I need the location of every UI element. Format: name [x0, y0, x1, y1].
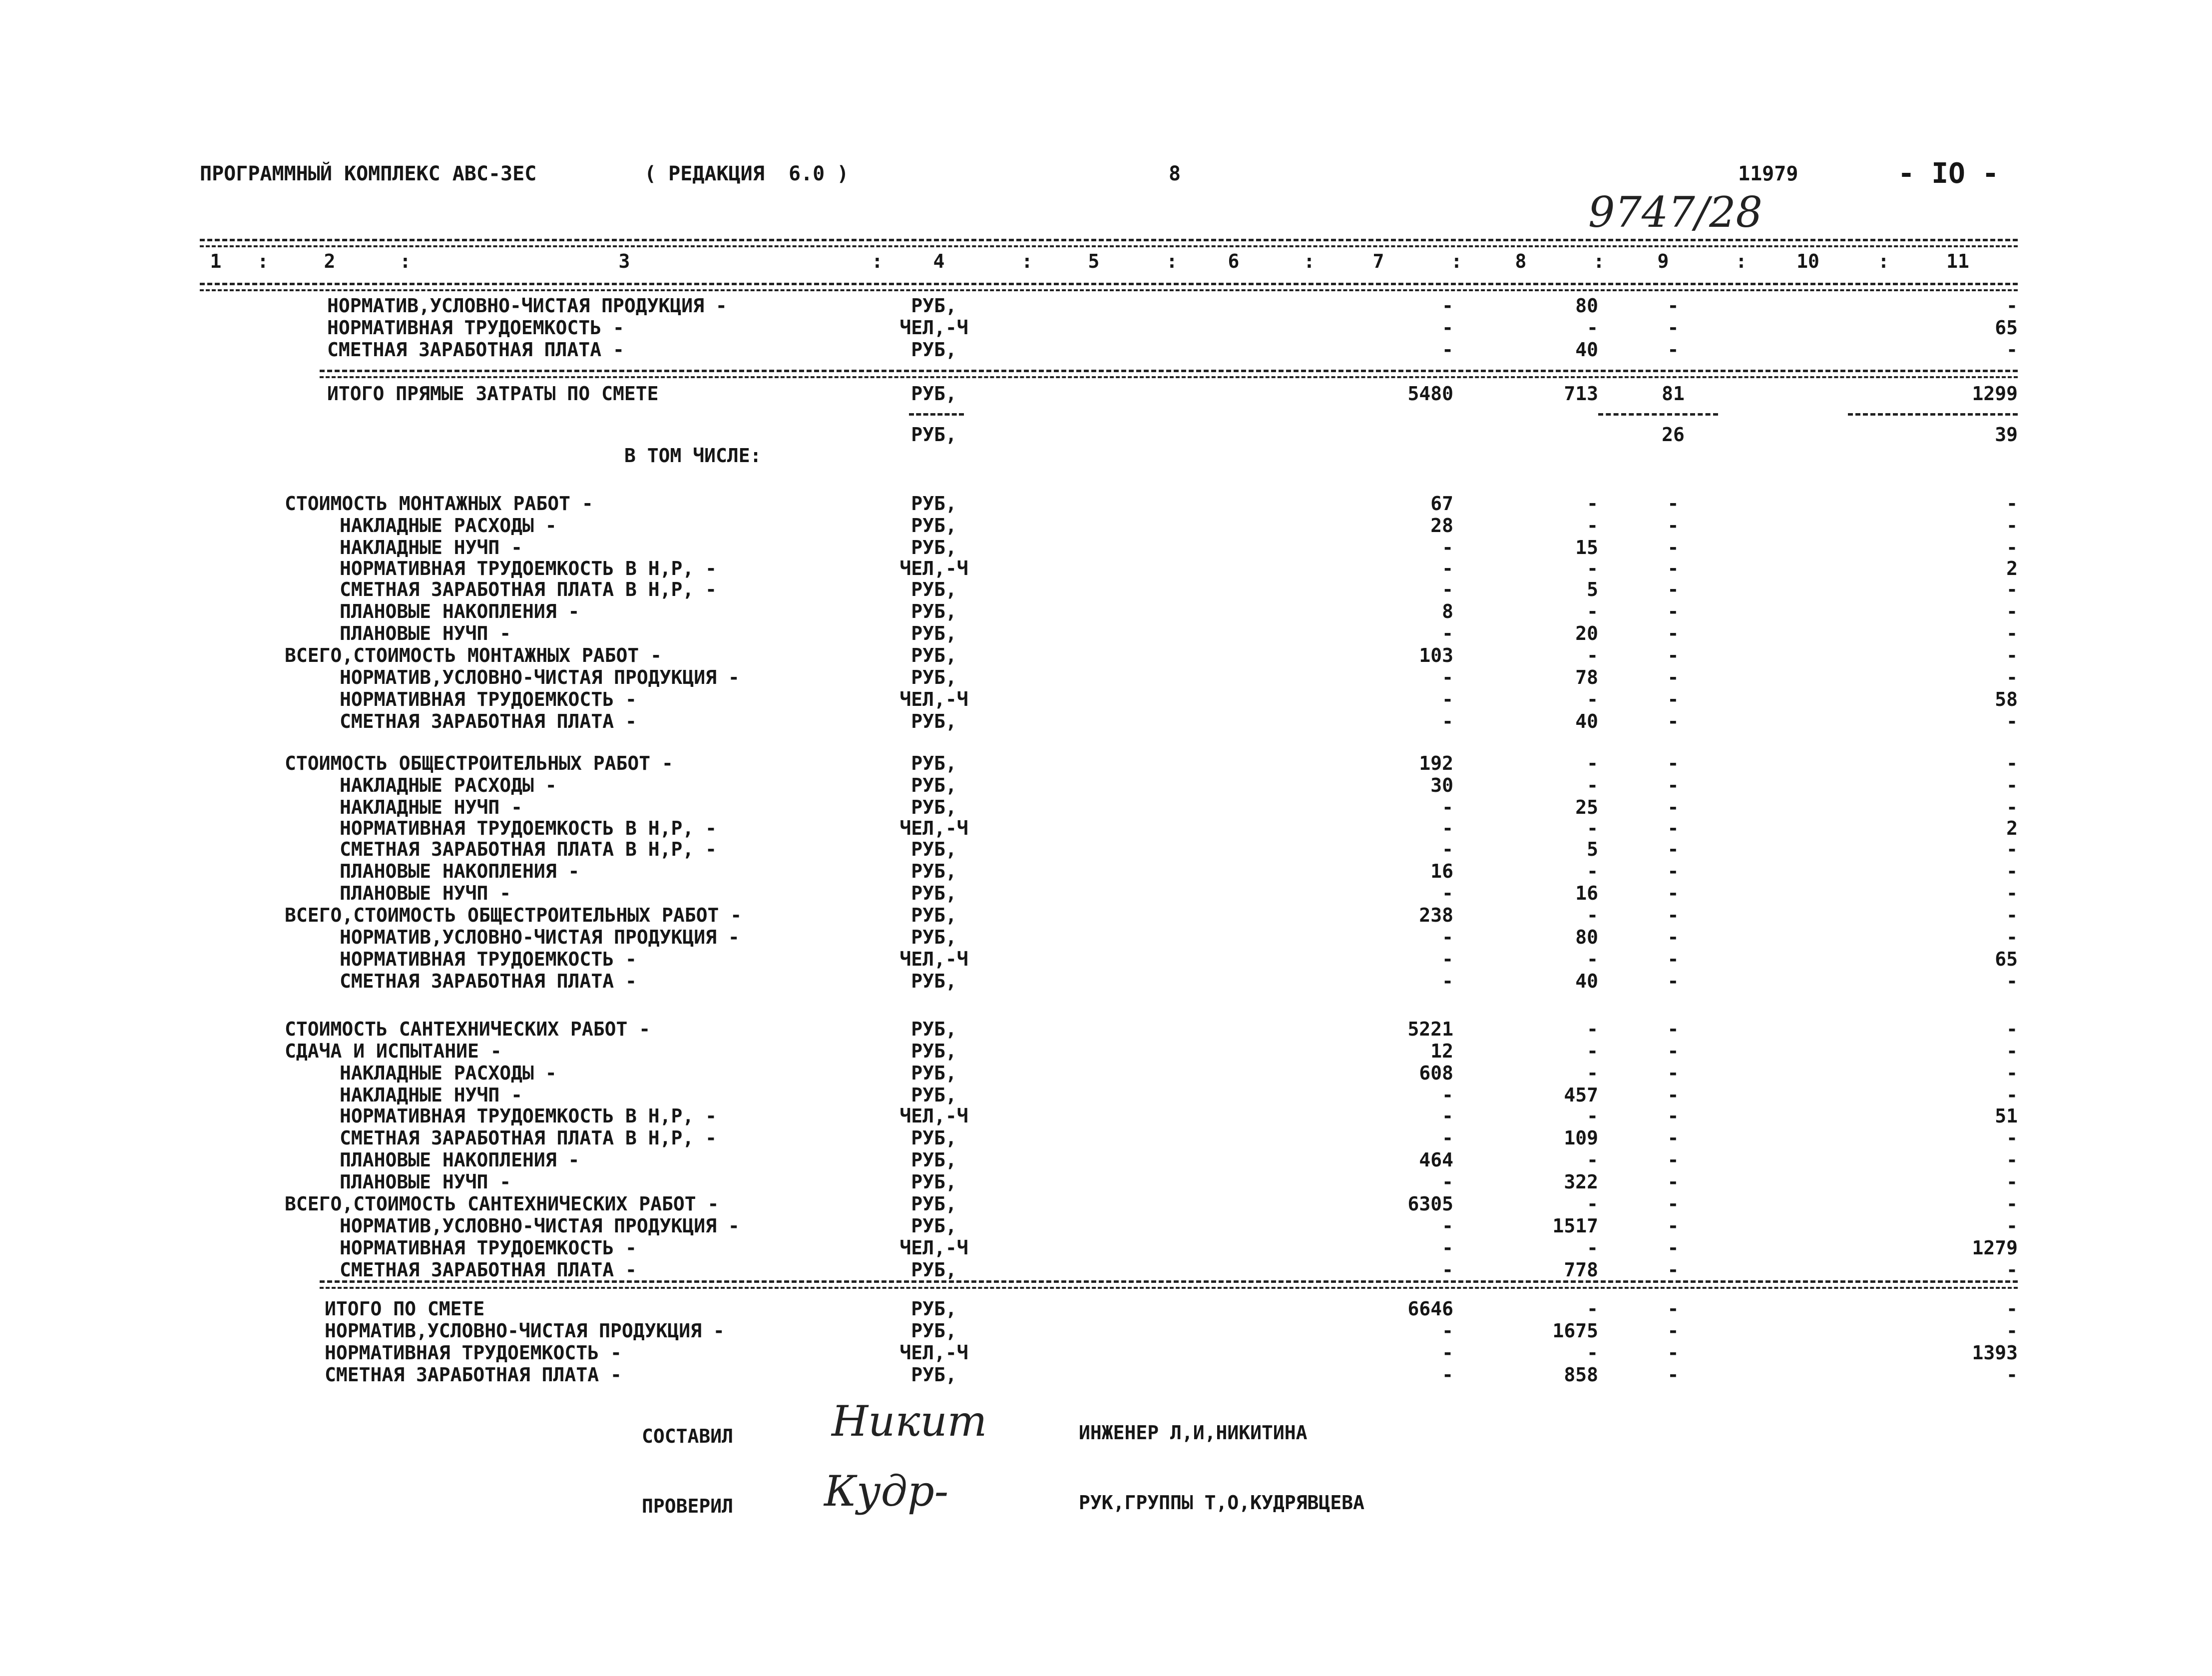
row-label: СМЕТНАЯ ЗАРАБОТНАЯ ПЛАТА В Н,Р, - — [340, 578, 717, 600]
row-label: СМЕТНАЯ ЗАРАБОТНАЯ ПЛАТА - — [327, 339, 624, 361]
cell-col9: - — [1667, 600, 1679, 622]
cell-col8: - — [1587, 1040, 1598, 1062]
cell-col9: - — [1667, 339, 1679, 361]
cell-col8: - — [1587, 774, 1598, 796]
edition-label: ( РЕДАКЦИЯ 6.0 ) — [644, 162, 849, 185]
cell-col11: - — [2006, 1149, 2018, 1171]
cell-col7: 30 — [1430, 774, 1453, 796]
cell-col7: - — [1442, 1171, 1453, 1193]
cell-col7: 6646 — [1407, 1298, 1453, 1320]
column-separator: : — [1021, 250, 1033, 272]
row-unit: ЧЕЛ,-Ч — [899, 317, 968, 339]
cell-col7: - — [1442, 1105, 1453, 1127]
column-separator: : — [1166, 250, 1178, 272]
column-separator: : — [1878, 250, 1889, 272]
cell-col8: 109 — [1564, 1127, 1598, 1149]
row-label: ИТОГО ПРЯМЫЕ ЗАТРАТЫ ПО СМЕТЕ — [327, 383, 659, 405]
row-unit: РУБ, — [911, 515, 957, 537]
row-label: СТОИМОСТЬ МОНТАЖНЫХ РАБОТ - — [285, 493, 593, 515]
cell-col7: - — [1442, 1127, 1453, 1149]
compiled-label: СОСТАВИЛ — [642, 1425, 734, 1447]
cell-col7: 608 — [1419, 1062, 1453, 1084]
cell-col8: 322 — [1564, 1171, 1598, 1193]
row-unit: ЧЕЛ,-Ч — [899, 1105, 968, 1127]
row-unit: РУБ, — [911, 860, 957, 882]
cell-col8: - — [1587, 1105, 1598, 1127]
row-unit: РУБ, — [911, 1084, 957, 1106]
row-label: В ТОМ ЧИСЛЕ: — [624, 445, 762, 467]
cell-col11: - — [2006, 1084, 2018, 1106]
cell-col11: - — [2006, 1320, 2018, 1342]
cell-col11: - — [2006, 1062, 2018, 1084]
column-number-1: 1 — [210, 250, 222, 272]
header-top-rule — [200, 239, 2018, 247]
row-label: ПЛАНОВЫЕ НУЧП - — [340, 622, 511, 644]
cell-col8: - — [1587, 1149, 1598, 1171]
cell-col8: - — [1587, 688, 1598, 710]
cell-col9: - — [1667, 948, 1679, 970]
row-unit: ЧЕЛ,-Ч — [899, 817, 968, 839]
row-unit: РУБ, — [911, 774, 957, 796]
cell-col9: - — [1667, 882, 1679, 904]
cell-col8: 80 — [1575, 295, 1598, 317]
row-unit: РУБ, — [911, 1193, 957, 1215]
row-unit: РУБ, — [911, 424, 957, 446]
cell-col7: - — [1442, 295, 1453, 317]
cell-col11: - — [2006, 600, 2018, 622]
cell-col9: 26 — [1662, 424, 1685, 446]
cell-col8: 20 — [1575, 622, 1598, 644]
row-unit: РУБ, — [911, 493, 957, 515]
cell-col9: - — [1667, 317, 1679, 339]
cell-col7: - — [1442, 317, 1453, 339]
cell-col11: 1299 — [1972, 383, 2018, 405]
cell-col7: 5480 — [1407, 383, 1453, 405]
total-rule — [320, 1280, 2018, 1289]
cell-col11: - — [2006, 666, 2018, 688]
cell-col11: - — [2006, 1259, 2018, 1281]
row-unit: РУБ, — [911, 1364, 957, 1386]
cell-col11: - — [2006, 1171, 2018, 1193]
cell-col7: 67 — [1430, 493, 1453, 515]
cell-col7: - — [1442, 558, 1453, 579]
cell-col7: - — [1442, 666, 1453, 688]
cell-col9: - — [1667, 1105, 1679, 1127]
cell-col9: - — [1667, 1018, 1679, 1040]
cell-col11: - — [2006, 644, 2018, 666]
column-number-11: 11 — [1946, 250, 1969, 272]
cell-col9: - — [1667, 1215, 1679, 1237]
cell-col7: - — [1442, 796, 1453, 818]
cell-col8: - — [1587, 860, 1598, 882]
cell-col11: 39 — [1995, 424, 2018, 446]
cell-col11: - — [2006, 339, 2018, 361]
cell-col7: - — [1442, 339, 1453, 361]
cell-col7: 464 — [1419, 1149, 1453, 1171]
handwritten-reference: 9747/28 — [1588, 188, 1763, 237]
cell-col8: - — [1587, 904, 1598, 926]
cell-col11: - — [2006, 752, 2018, 774]
row-unit: РУБ, — [911, 666, 957, 688]
cell-col9: - — [1667, 796, 1679, 818]
cell-col7: - — [1442, 1215, 1453, 1237]
cell-col11: 65 — [1995, 317, 2018, 339]
row-unit: РУБ, — [911, 970, 957, 992]
row-label: НАКЛАДНЫЕ НУЧП - — [340, 537, 523, 559]
row-label: ВСЕГО,СТОИМОСТЬ ОБЩЕСТРОИТЕЛЬНЫХ РАБОТ - — [285, 904, 742, 926]
row-unit: ЧЕЛ,-Ч — [899, 1342, 968, 1364]
cell-col9: - — [1667, 1342, 1679, 1364]
cell-col8: 5 — [1587, 838, 1598, 860]
cell-col11: - — [2006, 904, 2018, 926]
cell-col11: - — [2006, 493, 2018, 515]
row-label: СМЕТНАЯ ЗАРАБОТНАЯ ПЛАТА - — [325, 1364, 622, 1386]
cell-col9: - — [1667, 1171, 1679, 1193]
cell-col8: - — [1587, 317, 1598, 339]
cell-col7: - — [1442, 537, 1453, 559]
cell-col8: - — [1587, 752, 1598, 774]
cell-col8: - — [1587, 1062, 1598, 1084]
row-unit: РУБ, — [911, 926, 957, 948]
cell-col7: 16 — [1430, 860, 1453, 882]
row-unit: РУБ, — [911, 1062, 957, 1084]
row-label: СМЕТНАЯ ЗАРАБОТНАЯ ПЛАТА В Н,Р, - — [340, 838, 717, 860]
row-label: ПЛАНОВЫЕ НАКОПЛЕНИЯ - — [340, 600, 580, 622]
row-label: ПЛАНОВЫЕ НАКОПЛЕНИЯ - — [340, 1149, 580, 1171]
row-unit: РУБ, — [911, 904, 957, 926]
column-number-8: 8 — [1515, 250, 1527, 272]
cell-col8: - — [1587, 1298, 1598, 1320]
cell-col8: 80 — [1575, 926, 1598, 948]
row-unit: РУБ, — [911, 1298, 957, 1320]
cell-col11: - — [2006, 1193, 2018, 1215]
column-separator: : — [872, 250, 883, 272]
row-label: НОРМАТИВ,УСЛОВНО-ЧИСТАЯ ПРОДУКЦИЯ - — [340, 1215, 740, 1237]
cell-col8: - — [1587, 1342, 1598, 1364]
cell-col7: - — [1442, 1237, 1453, 1259]
row-unit: ЧЕЛ,-Ч — [899, 1237, 968, 1259]
cell-col8: 16 — [1575, 882, 1598, 904]
header-bottom-rule — [200, 283, 2018, 291]
page-number: - IO - — [1898, 157, 1999, 190]
row-label: СТОИМОСТЬ ОБЩЕСТРОИТЕЛЬНЫХ РАБОТ - — [285, 752, 673, 774]
column-separator: : — [1593, 250, 1605, 272]
row-unit: РУБ, — [911, 752, 957, 774]
cell-col8: - — [1587, 515, 1598, 537]
cell-col11: - — [2006, 537, 2018, 559]
row-unit: РУБ, — [911, 295, 957, 317]
cell-col9: - — [1667, 1320, 1679, 1342]
row-unit: ЧЕЛ,-Ч — [899, 948, 968, 970]
checked-signature: Кудр- — [824, 1467, 949, 1516]
cell-col9: - — [1667, 1237, 1679, 1259]
cell-col11: - — [2006, 796, 2018, 818]
cell-col9: - — [1667, 1084, 1679, 1106]
cell-col9: - — [1667, 493, 1679, 515]
cell-col8: 78 — [1575, 666, 1598, 688]
cell-col7: - — [1442, 1259, 1453, 1281]
row-unit: РУБ, — [911, 622, 957, 644]
cell-col8: 40 — [1575, 710, 1598, 732]
cell-col11: - — [2006, 774, 2018, 796]
row-label: НОРМАТИВ,УСЛОВНО-ЧИСТАЯ ПРОДУКЦИЯ - — [325, 1320, 725, 1342]
cell-col7: 103 — [1419, 644, 1453, 666]
row-label: СМЕТНАЯ ЗАРАБОТНАЯ ПЛАТА - — [340, 710, 637, 732]
row-unit: ЧЕЛ,-Ч — [899, 558, 968, 579]
cell-col9: - — [1667, 1298, 1679, 1320]
row-label: НОРМАТИВ,УСЛОВНО-ЧИСТАЯ ПРОДУКЦИЯ - — [340, 926, 740, 948]
compiled-by: ИНЖЕНЕР Л,И,НИКИТИНА — [1079, 1422, 1308, 1444]
column-number-9: 9 — [1657, 250, 1669, 272]
row-label: ПЛАНОВЫЕ НУЧП - — [340, 882, 511, 904]
cell-col7: 12 — [1430, 1040, 1453, 1062]
cell-col7: - — [1442, 1364, 1453, 1386]
col11-underline — [1848, 413, 2018, 416]
cell-col8: - — [1587, 644, 1598, 666]
column-number-4: 4 — [933, 250, 945, 272]
cell-col9: 81 — [1662, 383, 1685, 405]
cell-col9: - — [1667, 1127, 1679, 1149]
row-label: ВСЕГО,СТОИМОСТЬ МОНТАЖНЫХ РАБОТ - — [285, 644, 662, 666]
cell-col9: - — [1667, 688, 1679, 710]
cell-col8: - — [1587, 1193, 1598, 1215]
cell-col8: 713 — [1564, 383, 1598, 405]
row-label: ПЛАНОВЫЕ НУЧП - — [340, 1171, 511, 1193]
cell-col9: - — [1667, 904, 1679, 926]
row-unit: РУБ, — [911, 600, 957, 622]
row-label: НАКЛАДНЫЕ НУЧП - — [340, 1084, 523, 1106]
row-label: СМЕТНАЯ ЗАРАБОТНАЯ ПЛАТА - — [340, 970, 637, 992]
row-label: ИТОГО ПО СМЕТЕ — [325, 1298, 485, 1320]
row-unit: РУБ, — [911, 578, 957, 600]
cell-col11: 51 — [1995, 1105, 2018, 1127]
cell-col11: - — [2006, 710, 2018, 732]
cell-col11: - — [2006, 926, 2018, 948]
cell-col8: 858 — [1564, 1364, 1598, 1386]
column-number-3: 3 — [618, 250, 630, 272]
row-unit: РУБ, — [911, 644, 957, 666]
row-unit: РУБ, — [911, 882, 957, 904]
row-label: НОРМАТИВНАЯ ТРУДОЕМКОСТЬ - — [340, 688, 637, 710]
program-title: ПРОГРАММНЫЙ КОМПЛЕКС АВС-3ЕС — [200, 162, 537, 185]
column-separator: : — [1736, 250, 1747, 272]
cell-col7: 6305 — [1407, 1193, 1453, 1215]
unit-underline — [909, 413, 964, 416]
row-label: СДАЧА И ИСПЫТАНИЕ - — [285, 1040, 502, 1062]
cell-col8: 40 — [1575, 339, 1598, 361]
cell-col9: - — [1667, 644, 1679, 666]
cell-col8: - — [1587, 1018, 1598, 1040]
cell-col9: - — [1667, 537, 1679, 559]
cell-col7: - — [1442, 1320, 1453, 1342]
row-label: СТОИМОСТЬ САНТЕХНИЧЕСКИХ РАБОТ - — [285, 1018, 651, 1040]
cell-col7: - — [1442, 1084, 1453, 1106]
cell-col11: 65 — [1995, 948, 2018, 970]
cell-col7: - — [1442, 948, 1453, 970]
cell-col11: 2 — [2006, 817, 2018, 839]
cell-col7: 28 — [1430, 515, 1453, 537]
row-unit: ЧЕЛ,-Ч — [899, 688, 968, 710]
row-label: НОРМАТИВ,УСЛОВНО-ЧИСТАЯ ПРОДУКЦИЯ - — [327, 295, 727, 317]
cell-col11: - — [2006, 860, 2018, 882]
row-label: НОРМАТИВНАЯ ТРУДОЕМКОСТЬ - — [325, 1342, 622, 1364]
cell-col11: - — [2006, 1127, 2018, 1149]
row-unit: РУБ, — [911, 838, 957, 860]
column-number-7: 7 — [1372, 250, 1384, 272]
row-label: НОРМАТИВНАЯ ТРУДОЕМКОСТЬ В Н,Р, - — [340, 558, 717, 579]
cell-col11: - — [2006, 1040, 2018, 1062]
cell-col7: - — [1442, 578, 1453, 600]
cell-col8: 778 — [1564, 1259, 1598, 1281]
cell-col7: - — [1442, 882, 1453, 904]
column-number-6: 6 — [1228, 250, 1240, 272]
row-unit: РУБ, — [911, 1171, 957, 1193]
row-label: НАКЛАДНЫЕ РАСХОДЫ - — [340, 774, 557, 796]
row-label: НОРМАТИВНАЯ ТРУДОЕМКОСТЬ В Н,Р, - — [340, 817, 717, 839]
cell-col9: - — [1667, 710, 1679, 732]
cell-col8: - — [1587, 600, 1598, 622]
row-unit: РУБ, — [911, 1127, 957, 1149]
row-label: НОРМАТИВНАЯ ТРУДОЕМКОСТЬ - — [327, 317, 624, 339]
row-label: СМЕТНАЯ ЗАРАБОТНАЯ ПЛАТА В Н,Р, - — [340, 1127, 717, 1149]
cell-col9: - — [1667, 578, 1679, 600]
row-label: НОРМАТИВНАЯ ТРУДОЕМКОСТЬ - — [340, 1237, 637, 1259]
cell-col11: - — [2006, 295, 2018, 317]
cell-col9: - — [1667, 1259, 1679, 1281]
row-unit: РУБ, — [911, 383, 957, 405]
cell-col8: 457 — [1564, 1084, 1598, 1106]
column-separator: : — [1304, 250, 1315, 272]
cell-col11: - — [2006, 1298, 2018, 1320]
cell-col11: - — [2006, 882, 2018, 904]
row-label: ВСЕГО,СТОИМОСТЬ САНТЕХНИЧЕСКИХ РАБОТ - — [285, 1193, 719, 1215]
cell-col9: - — [1667, 1364, 1679, 1386]
row-unit: РУБ, — [911, 710, 957, 732]
row-unit: РУБ, — [911, 1259, 957, 1281]
cell-col11: - — [2006, 622, 2018, 644]
cell-col9: - — [1667, 558, 1679, 579]
column-number-5: 5 — [1088, 250, 1100, 272]
cell-col9: - — [1667, 295, 1679, 317]
cell-col7: - — [1442, 817, 1453, 839]
row-unit: РУБ, — [911, 796, 957, 818]
cell-col7: - — [1442, 970, 1453, 992]
cell-col11: - — [2006, 1018, 2018, 1040]
cell-col7: - — [1442, 838, 1453, 860]
checked-by: РУК,ГРУППЫ Т,О,КУДРЯВЦЕВА — [1079, 1492, 1364, 1514]
cell-col9: - — [1667, 515, 1679, 537]
cell-col8: 40 — [1575, 970, 1598, 992]
cell-col8: 5 — [1587, 578, 1598, 600]
cell-col11: 2 — [2006, 558, 2018, 579]
cell-col11: 1279 — [1972, 1237, 2018, 1259]
cell-col9: - — [1667, 926, 1679, 948]
row-label: НОРМАТИВНАЯ ТРУДОЕМКОСТЬ В Н,Р, - — [340, 1105, 717, 1127]
row-unit: РУБ, — [911, 1040, 957, 1062]
cell-col11: - — [2006, 838, 2018, 860]
cell-col11: - — [2006, 1215, 2018, 1237]
row-label: НОРМАТИВНАЯ ТРУДОЕМКОСТЬ - — [340, 948, 637, 970]
column-number-2: 2 — [324, 250, 336, 272]
cell-col8: 1517 — [1552, 1215, 1598, 1237]
row-label: НАКЛАДНЫЕ НУЧП - — [340, 796, 523, 818]
compiled-signature: Никит — [832, 1397, 987, 1446]
cell-col9: - — [1667, 666, 1679, 688]
cell-col7: 192 — [1419, 752, 1453, 774]
cell-col11: 58 — [1995, 688, 2018, 710]
cell-col7: - — [1442, 926, 1453, 948]
cell-col9: - — [1667, 838, 1679, 860]
row-label: НАКЛАДНЫЕ РАСХОДЫ - — [340, 1062, 557, 1084]
column-number-10: 10 — [1796, 250, 1819, 272]
cell-col9: - — [1667, 817, 1679, 839]
row-label: НАКЛАДНЫЕ РАСХОДЫ - — [340, 515, 557, 537]
cell-col11: - — [2006, 515, 2018, 537]
cell-col8: - — [1587, 558, 1598, 579]
cell-col8: 25 — [1575, 796, 1598, 818]
cell-col9: - — [1667, 1193, 1679, 1215]
cell-col11: - — [2006, 578, 2018, 600]
cell-col9: - — [1667, 1040, 1679, 1062]
cell-col9: - — [1667, 774, 1679, 796]
col9-underline — [1598, 413, 1718, 416]
cell-col9: - — [1667, 1062, 1679, 1084]
cell-col11: - — [2006, 1364, 2018, 1386]
cell-col7: - — [1442, 1342, 1453, 1364]
row-unit: РУБ, — [911, 1215, 957, 1237]
row-label: СМЕТНАЯ ЗАРАБОТНАЯ ПЛАТА - — [340, 1259, 637, 1281]
cell-col9: - — [1667, 970, 1679, 992]
cell-col11: - — [2006, 970, 2018, 992]
cell-col7: 238 — [1419, 904, 1453, 926]
column-separator: : — [1451, 250, 1462, 272]
cell-col8: - — [1587, 1237, 1598, 1259]
cell-col11: 1393 — [1972, 1342, 2018, 1364]
subtotal-rule — [320, 370, 2018, 378]
cell-col7: 8 — [1442, 600, 1453, 622]
cell-col8: - — [1587, 817, 1598, 839]
document-number: 11979 — [1738, 162, 1798, 185]
row-unit: РУБ, — [911, 1320, 957, 1342]
row-unit: РУБ, — [911, 537, 957, 559]
cell-col7: - — [1442, 710, 1453, 732]
cell-col8: - — [1587, 493, 1598, 515]
column-separator: : — [400, 250, 411, 272]
row-unit: РУБ, — [911, 1018, 957, 1040]
cell-col8: - — [1587, 948, 1598, 970]
column-separator: : — [257, 250, 269, 272]
checked-label: ПРОВЕРИЛ — [642, 1495, 734, 1517]
row-label: ПЛАНОВЫЕ НАКОПЛЕНИЯ - — [340, 860, 580, 882]
cell-col8: 1675 — [1552, 1320, 1598, 1342]
row-unit: РУБ, — [911, 339, 957, 361]
row-unit: РУБ, — [911, 1149, 957, 1171]
cell-col9: - — [1667, 622, 1679, 644]
cell-col9: - — [1667, 752, 1679, 774]
cell-col9: - — [1667, 1149, 1679, 1171]
row-label: НОРМАТИВ,УСЛОВНО-ЧИСТАЯ ПРОДУКЦИЯ - — [340, 666, 740, 688]
cell-col7: 5221 — [1407, 1018, 1453, 1040]
document-code: 8 — [1169, 162, 1181, 185]
cell-col7: - — [1442, 622, 1453, 644]
cell-col8: 15 — [1575, 537, 1598, 559]
cell-col7: - — [1442, 688, 1453, 710]
cell-col9: - — [1667, 860, 1679, 882]
